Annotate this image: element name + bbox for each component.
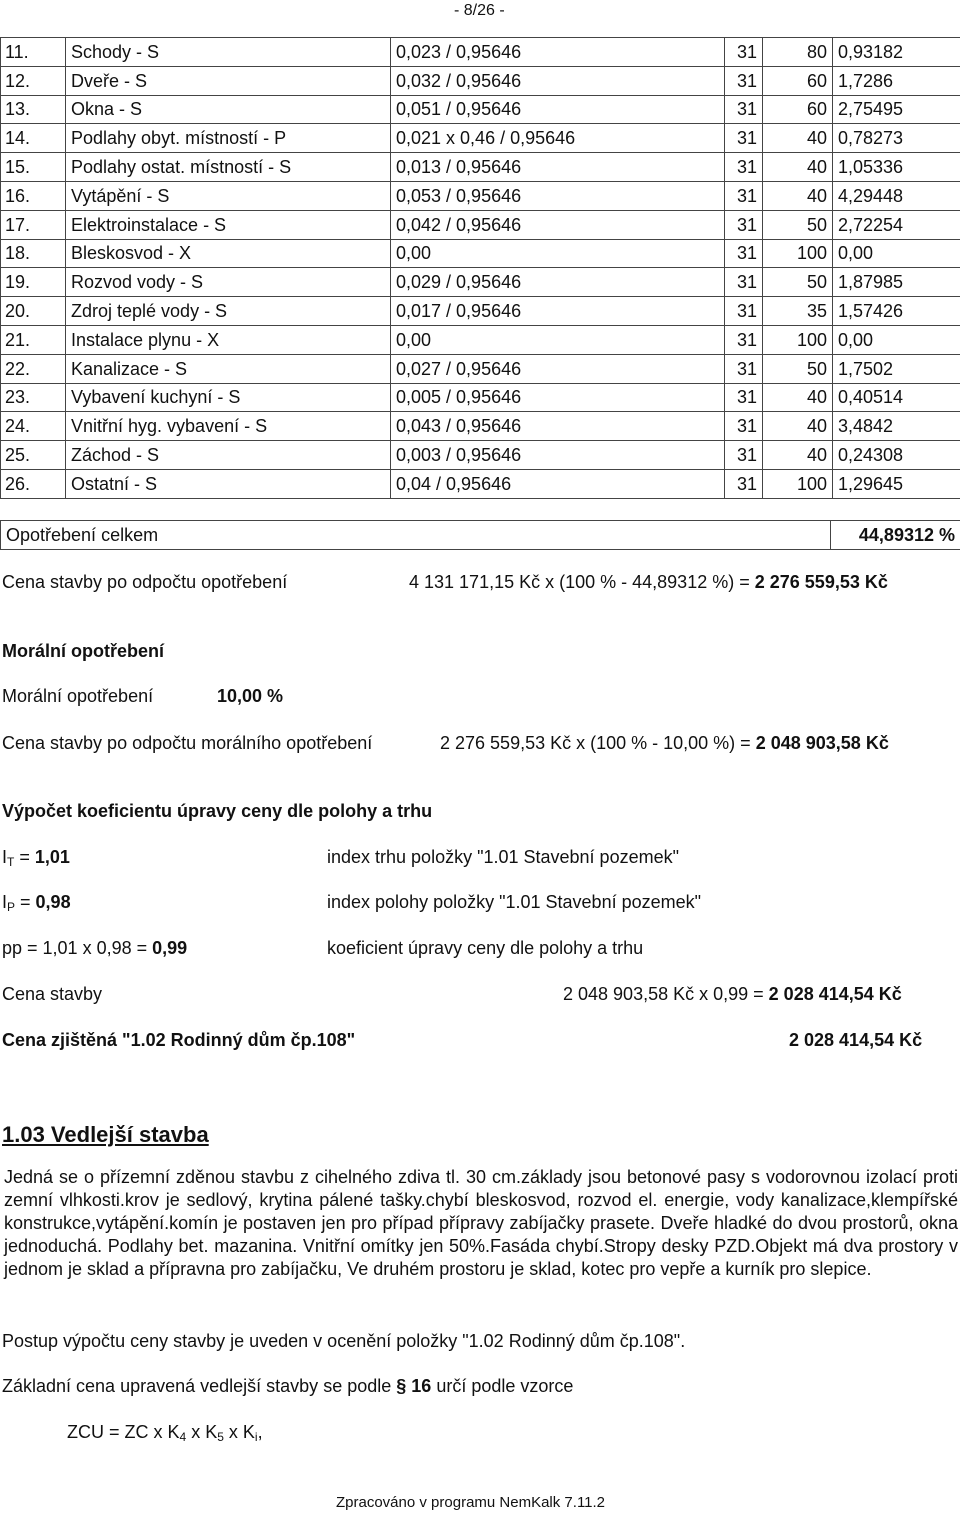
cell-result: 1,05336 (833, 153, 960, 182)
cell-result: 0,93182 (833, 38, 960, 67)
cell-number: 25. (1, 441, 66, 470)
cell-life: 80 (763, 38, 833, 67)
table-row (1, 325, 960, 354)
after-wear-result: 2 276 559,53 Kč (754, 572, 888, 592)
table-row (1, 181, 960, 210)
moral-value: 10,00 % (217, 686, 284, 706)
cell-age: 31 (725, 354, 763, 383)
cell-result: 1,87985 (833, 268, 960, 297)
cell-result: 4,29448 (833, 181, 960, 210)
cell-result: 2,72254 (833, 210, 960, 239)
cell-result: 1,57426 (833, 297, 960, 326)
ip-desc: index polohy položky "1.01 Stavební pozemek" (327, 892, 702, 912)
cell-result: 0,00 (833, 325, 960, 354)
cell-result: 1,29645 (833, 469, 960, 498)
table-row (1, 354, 960, 383)
cell-result: 0,24308 (833, 441, 960, 470)
cell-name: Elektroinstalace - S (66, 210, 391, 239)
paragraph-number: 16 (411, 1376, 432, 1396)
after-moral-formula: 2 276 559,53 Kč x (100 % - 10,00 %) = (440, 733, 751, 753)
it-line (2, 846, 70, 868)
table-row (1, 268, 960, 297)
cell-age: 31 (725, 383, 763, 412)
ki-sub: i (254, 1430, 258, 1444)
table-row (1, 95, 960, 124)
wear-total-value: 44,89312 % (831, 521, 960, 550)
cell-formula: 0,003 / 0,95646 (391, 441, 725, 470)
cell-number: 24. (1, 412, 66, 441)
wear-total-table (0, 520, 960, 550)
cell-number: 20. (1, 297, 66, 326)
cell-life: 40 (763, 383, 833, 412)
cell-age: 31 (725, 66, 763, 95)
cell-life: 50 (763, 354, 833, 383)
it-value: 1,01 (34, 847, 70, 867)
table-row (1, 38, 960, 67)
cell-life: 35 (763, 297, 833, 326)
cell-formula: 0,013 / 0,95646 (391, 153, 725, 182)
cell-formula: 0,021 x 0,46 / 0,95646 (391, 124, 725, 153)
cell-life: 40 (763, 181, 833, 210)
wear-total-label: Opotřebení celkem (1, 521, 831, 550)
cell-result: 3,4842 (833, 412, 960, 441)
cell-age: 31 (725, 441, 763, 470)
cell-number: 22. (1, 354, 66, 383)
cell-name: Vybavení kuchyní - S (66, 383, 391, 412)
ip-eq: = (15, 892, 36, 912)
cell-name: Kanalizace - S (66, 354, 391, 383)
it-sub: T (7, 855, 15, 869)
cell-name: Vytápění - S (66, 181, 391, 210)
table-row (1, 239, 960, 268)
cell-age: 31 (725, 297, 763, 326)
table-row (1, 441, 960, 470)
zcu-formula (67, 1421, 263, 1443)
ip-value: 0,98 (35, 892, 71, 912)
cell-life: 40 (763, 153, 833, 182)
price-formula: 2 048 903,58 Kč x 0,99 = (563, 984, 764, 1004)
cell-number: 13. (1, 95, 66, 124)
cell-number: 18. (1, 239, 66, 268)
cell-life: 100 (763, 239, 833, 268)
final-price-label: Cena zjištěná "1.02 Rodinný dům čp.108" (2, 1030, 356, 1050)
cell-formula: 0,023 / 0,95646 (391, 38, 725, 67)
cell-name: Instalace plynu - X (66, 325, 391, 354)
cell-name: Schody - S (66, 38, 391, 67)
cell-age: 31 (725, 181, 763, 210)
zcu-part2: x K (186, 1422, 218, 1442)
cell-number: 26. (1, 469, 66, 498)
cell-number: 15. (1, 153, 66, 182)
table-row (1, 412, 960, 441)
cell-formula: 0,027 / 0,95646 (391, 354, 725, 383)
section-description: Jedná se o přízemní zděnou stavbu z cihelného zdiva tl. 30 cm.základy jsou betonové pasy s vodorovnou izolací proti zemní vlhkosti.krov je sedlový, krytina pálené tašky.chybí bleskosvod, rozvod el. energie, vody kanalizace,klempířské konstrukce,vytápění.komín je postaven jen pro případ přípravy zabíjačky prasete. Dveře hladké do dvou prostorů, okna jednoduchá. Podlahy bet. mazanina. Vnitřní omítky jen 50%.Fasáda chybí.Stropy desky PZD.Objekt má dva prostory v jednom je sklad a přípravna pro zabíjačku, Ve druhém prostoru je sklad, kotec pro vepře a kurník pro slepice. (4, 1167, 958, 1279)
procedure-text: Postup výpočtu ceny stavby je uveden v ocenění položky "1.02 Rodinný dům čp.108". (2, 1331, 686, 1351)
wear-table (0, 37, 960, 499)
cell-result: 0,00 (833, 239, 960, 268)
cell-number: 12. (1, 66, 66, 95)
pp-value: 0,99 (152, 938, 188, 958)
it-desc: index trhu položky "1.01 Stavební pozemek" (327, 847, 679, 867)
cell-age: 31 (725, 95, 763, 124)
cell-life: 60 (763, 95, 833, 124)
price-label: Cena stavby (2, 984, 103, 1004)
cell-name: Záchod - S (66, 441, 391, 470)
cell-age: 31 (725, 38, 763, 67)
after-wear-formula: 4 131 171,15 Kč x (100 % - 44,89312 %) = (409, 572, 750, 592)
k5-sub: 5 (217, 1430, 224, 1444)
cell-life: 100 (763, 469, 833, 498)
cell-name: Dveře - S (66, 66, 391, 95)
pp-desc: koeficient úpravy ceny dle polohy a trhu (327, 938, 644, 958)
coef-heading: Výpočet koeficientu úpravy ceny dle polohy a trhu (2, 801, 433, 821)
cell-age: 31 (725, 239, 763, 268)
it-eq: = (14, 847, 35, 867)
cell-number: 11. (1, 38, 66, 67)
final-price-value: 2 028 414,54 Kč (789, 1030, 923, 1050)
cell-life: 50 (763, 268, 833, 297)
price-result: 2 028 414,54 Kč (768, 984, 902, 1004)
cell-formula: 0,017 / 0,95646 (391, 297, 725, 326)
cell-life: 40 (763, 124, 833, 153)
cell-age: 31 (725, 268, 763, 297)
after-moral-calc (440, 732, 889, 754)
cell-formula: 0,029 / 0,95646 (391, 268, 725, 297)
paragraph-sign: § (396, 1376, 407, 1396)
cell-formula: 0,00 (391, 325, 725, 354)
cell-life: 50 (763, 210, 833, 239)
cell-formula: 0,005 / 0,95646 (391, 383, 725, 412)
cell-result: 0,78273 (833, 124, 960, 153)
table-row (1, 153, 960, 182)
pp-line (2, 937, 187, 959)
basic-price-post: určí podle vzorce (431, 1376, 574, 1396)
table-row (1, 124, 960, 153)
cell-age: 31 (725, 124, 763, 153)
k4-sub: 4 (179, 1430, 187, 1444)
cell-formula: 0,043 / 0,95646 (391, 412, 725, 441)
basic-price-pre: Základní cena upravená vedlejší stavby se podle (2, 1376, 397, 1396)
cell-number: 14. (1, 124, 66, 153)
it-symbol: I (2, 847, 8, 867)
cell-number: 23. (1, 383, 66, 412)
cell-formula: 0,042 / 0,95646 (391, 210, 725, 239)
cell-age: 31 (725, 210, 763, 239)
cell-formula: 0,051 / 0,95646 (391, 95, 725, 124)
cell-formula: 0,04 / 0,95646 (391, 469, 725, 498)
cell-life: 100 (763, 325, 833, 354)
cell-number: 16. (1, 181, 66, 210)
cell-formula: 0,053 / 0,95646 (391, 181, 725, 210)
cell-number: 21. (1, 325, 66, 354)
pp-formula: pp = 1,01 x 0,98 = (2, 938, 153, 958)
cell-age: 31 (725, 325, 763, 354)
zcu-end: , (257, 1422, 263, 1442)
cell-life: 60 (763, 66, 833, 95)
cell-result: 1,7502 (833, 354, 960, 383)
table-row (1, 297, 960, 326)
cell-age: 31 (725, 412, 763, 441)
cell-formula: 0,032 / 0,95646 (391, 66, 725, 95)
footer: Zpracováno v programu NemKalk 7.11.2 (336, 1494, 606, 1511)
table-row (1, 383, 960, 412)
cell-formula: 0,00 (391, 239, 725, 268)
moral-heading: Morální opotřebení (2, 641, 164, 661)
table-row (1, 66, 960, 95)
after-moral-label: Cena stavby po odpočtu morálního opotřebení (2, 733, 373, 753)
cell-name: Rozvod vody - S (66, 268, 391, 297)
basic-price-text (2, 1375, 573, 1397)
cell-name: Okna - S (66, 95, 391, 124)
moral-label: Morální opotřebení (2, 686, 154, 706)
cell-name: Podlahy obyt. místností - P (66, 124, 391, 153)
cell-number: 19. (1, 268, 66, 297)
page-number: - 8/26 - (454, 2, 505, 19)
cell-name: Ostatní - S (66, 469, 391, 498)
cell-result: 0,40514 (833, 383, 960, 412)
cell-result: 1,7286 (833, 66, 960, 95)
cell-name: Zdroj teplé vody - S (66, 297, 391, 326)
zcu-part1: ZCU = ZC x K (67, 1422, 180, 1442)
ip-symbol: I (2, 892, 8, 912)
cell-life: 40 (763, 412, 833, 441)
section-heading: 1.03 Vedlejší stavba (2, 1122, 209, 1147)
after-moral-result: 2 048 903,58 Kč (755, 733, 889, 753)
cell-name: Podlahy ostat. místností - S (66, 153, 391, 182)
cell-age: 31 (725, 469, 763, 498)
table-row (1, 469, 960, 498)
cell-number: 17. (1, 210, 66, 239)
cell-result: 2,75495 (833, 95, 960, 124)
cell-age: 31 (725, 153, 763, 182)
zcu-part3: x K (223, 1422, 255, 1442)
ip-sub: P (7, 900, 16, 914)
cell-name: Bleskosvod - X (66, 239, 391, 268)
cell-life: 40 (763, 441, 833, 470)
cell-name: Vnitřní hyg. vybavení - S (66, 412, 391, 441)
after-wear-calc (409, 571, 888, 593)
ip-line (2, 891, 71, 913)
price-calc (563, 983, 902, 1005)
after-wear-label: Cena stavby po odpočtu opotřebení (2, 572, 288, 592)
table-row (1, 210, 960, 239)
